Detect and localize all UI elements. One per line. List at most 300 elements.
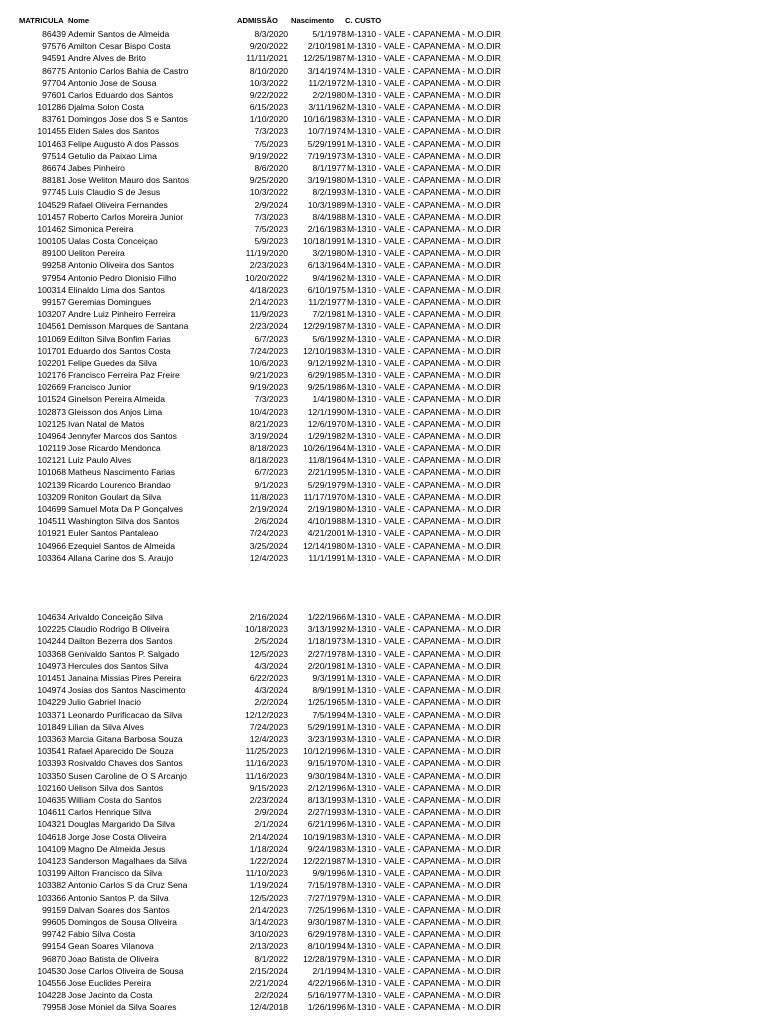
table-row	[0, 186, 768, 198]
table-row	[0, 162, 768, 174]
matricula-cell: 102139	[37, 479, 66, 490]
table-row	[0, 430, 768, 442]
nascimento-cell: 1/22/1966	[307, 612, 346, 622]
header-nome: Nome	[68, 16, 90, 25]
matricula-cell: 102201	[37, 357, 66, 368]
admissao-cell: 10/6/2023	[249, 357, 288, 368]
nome-cell: Julio Gabriel Inacio	[68, 697, 142, 708]
admissao-cell: 7/24/2023	[249, 345, 288, 356]
nome-cell: Ailton Francisco da Silva	[68, 868, 163, 879]
centro-custo-cell: M-1310 - VALE - CAPANEMA - M.O.DIR	[347, 990, 501, 1001]
nascimento-cell: 4/21/2001	[307, 528, 346, 539]
nome-cell: Allana Carine dos S. Araujo	[68, 552, 174, 563]
nome-cell: Rafael Aparecido De Souza	[68, 746, 174, 757]
table-row	[0, 515, 768, 527]
table-row	[0, 611, 768, 623]
centro-custo-cell: M-1310 - VALE - CAPANEMA - M.O.DIR	[347, 504, 501, 515]
matricula-cell: 103382	[37, 880, 66, 891]
admissao-cell: 12/4/2018	[249, 1002, 288, 1013]
admissao-cell: 9/20/2022	[249, 41, 288, 52]
centro-custo-cell: M-1310 - VALE - CAPANEMA - M.O.DIR	[347, 321, 501, 332]
matricula-cell: 101524	[37, 394, 66, 405]
nome-cell: Francisco Ferreira Paz Freire	[68, 370, 180, 381]
matricula-cell: 104964	[37, 430, 66, 441]
nascimento-cell: 7/2/1981	[312, 309, 346, 320]
nome-cell: Ricardo Lourenco Brandao	[68, 479, 171, 490]
matricula-cell: 101701	[37, 345, 66, 356]
nome-cell: Jabes Pinheiro	[68, 162, 125, 173]
admissao-cell: 2/5/2024	[254, 636, 288, 647]
admissao-cell: 12/5/2023	[249, 892, 288, 903]
matricula-cell: 101451	[37, 673, 66, 683]
nome-cell: Felipe Augusto A dos Passos	[68, 138, 179, 149]
admissao-cell: 8/18/2023	[249, 443, 288, 454]
admissao-cell: 7/5/2023	[254, 223, 288, 234]
centro-custo-cell: M-1310 - VALE - CAPANEMA - M.O.DIR	[347, 126, 501, 137]
admissao-cell: 5/9/2023	[254, 236, 288, 247]
matricula-cell: 96870	[42, 953, 66, 964]
admissao-cell: 3/10/2023	[249, 929, 288, 940]
admissao-cell: 8/10/2020	[249, 65, 288, 76]
admissao-cell: 1/19/2024	[249, 880, 288, 891]
nome-cell: Antonio Santos P. da Silva	[68, 892, 169, 903]
table-row	[0, 320, 768, 332]
table-row	[0, 479, 768, 491]
admissao-cell: 11/25/2023	[245, 746, 288, 757]
table-row	[0, 1001, 768, 1013]
table-row	[0, 635, 768, 647]
matricula-cell: 104229	[37, 697, 66, 708]
nome-cell: Geremias Domingues	[68, 296, 152, 307]
nome-cell: Rafael Oliveira Fernandes	[68, 199, 168, 210]
matricula-cell: 104699	[37, 504, 66, 515]
nome-cell: Jose Ricardo Mendonca	[68, 443, 161, 454]
table-row	[0, 989, 768, 1001]
nascimento-cell: 1/25/1965	[307, 697, 346, 708]
table-row	[0, 721, 768, 733]
table-row	[0, 733, 768, 745]
matricula-cell: 104635	[37, 795, 66, 805]
matricula-cell: 104966	[37, 540, 66, 551]
nascimento-cell: 2/19/1980	[307, 504, 346, 515]
nascimento-cell: 10/18/1991	[302, 236, 346, 247]
admissao-cell: 11/19/2020	[245, 248, 288, 259]
table-row	[0, 150, 768, 162]
nome-cell: Ezequiel Santos de Almeida	[68, 540, 176, 551]
matricula-cell: 102121	[37, 455, 66, 466]
centro-custo-cell: M-1310 - VALE - CAPANEMA - M.O.DIR	[347, 819, 501, 830]
nascimento-cell: 11/1/1991	[308, 552, 346, 563]
header-c-custo: C. CUSTO	[345, 16, 382, 25]
centro-custo-cell: M-1310 - VALE - CAPANEMA - M.O.DIR	[347, 697, 501, 708]
table-row	[0, 418, 768, 430]
matricula-cell: 99154	[42, 941, 66, 952]
matricula-cell: 102225	[37, 624, 66, 635]
nome-cell: Elinaldo Lima dos Santos	[68, 284, 165, 295]
matricula-cell: 89100	[42, 248, 66, 259]
nome-cell: Janaina Missias Pires Pereira	[68, 673, 182, 683]
centro-custo-cell: M-1310 - VALE - CAPANEMA - M.O.DIR	[347, 309, 501, 320]
nascimento-cell: 6/10/1975	[307, 284, 346, 295]
admissao-cell: 2/1/2024	[254, 819, 288, 830]
table-row	[0, 125, 768, 137]
centro-custo-cell: M-1310 - VALE - CAPANEMA - M.O.DIR	[347, 795, 501, 805]
nascimento-cell: 7/19/1973	[307, 150, 346, 161]
admissao-cell: 9/25/2020	[249, 175, 288, 186]
centro-custo-cell: M-1310 - VALE - CAPANEMA - M.O.DIR	[347, 150, 501, 161]
admissao-cell: 7/24/2023	[249, 528, 288, 539]
centro-custo-cell: M-1310 - VALE - CAPANEMA - M.O.DIR	[347, 248, 501, 259]
centro-custo-cell: M-1310 - VALE - CAPANEMA - M.O.DIR	[347, 868, 501, 879]
nome-cell: Lilian da Silva Alves	[68, 721, 144, 732]
centro-custo-cell: M-1310 - VALE - CAPANEMA - M.O.DIR	[347, 917, 501, 927]
nascimento-cell: 6/29/1978	[307, 929, 346, 940]
matricula-cell: 86775	[42, 65, 66, 76]
nome-cell: Jorge Jose Costa Oliveira	[68, 831, 167, 842]
admissao-cell: 2/2/2024	[254, 697, 288, 708]
admissao-cell: 2/2/2024	[254, 990, 288, 1001]
matricula-cell: 102125	[37, 418, 66, 429]
centro-custo-cell: M-1310 - VALE - CAPANEMA - M.O.DIR	[347, 102, 501, 113]
nome-cell: Leonardo Purificacao da Silva	[68, 709, 183, 720]
centro-custo-cell: M-1310 - VALE - CAPANEMA - M.O.DIR	[347, 430, 501, 441]
centro-custo-cell: M-1310 - VALE - CAPANEMA - M.O.DIR	[347, 941, 501, 952]
matricula-cell: 101286	[37, 102, 66, 113]
nascimento-cell: 2/12/1996	[307, 782, 346, 793]
centro-custo-cell: M-1310 - VALE - CAPANEMA - M.O.DIR	[347, 953, 501, 964]
table-header	[0, 15, 768, 27]
table-row	[0, 503, 768, 515]
nascimento-cell: 12/29/1987	[302, 321, 346, 332]
centro-custo-cell: M-1310 - VALE - CAPANEMA - M.O.DIR	[347, 660, 501, 671]
header-admissao: ADMISSÃO	[237, 16, 278, 25]
nascimento-cell: 10/7/1974	[307, 126, 346, 137]
nome-cell: Ademir Santos de Almeida	[68, 29, 170, 39]
table-row	[0, 818, 768, 830]
matricula-cell: 104618	[37, 831, 66, 842]
nome-cell: Gleisson dos Anjos Lima	[68, 406, 163, 417]
admissao-cell: 8/21/2023	[249, 418, 288, 429]
centro-custo-cell: M-1310 - VALE - CAPANEMA - M.O.DIR	[347, 162, 501, 173]
admissao-cell: 10/20/2022	[244, 272, 288, 283]
admissao-cell: 11/16/2023	[245, 770, 288, 781]
nascimento-cell: 12/28/1979	[302, 953, 346, 964]
centro-custo-cell: M-1310 - VALE - CAPANEMA - M.O.DIR	[347, 770, 501, 781]
nascimento-cell: 12/14/1980	[302, 540, 346, 551]
nascimento-cell: 12/22/1987	[302, 856, 346, 866]
nome-cell: Washington Silva dos Santos	[68, 516, 180, 527]
nascimento-cell: 9/30/1987	[307, 917, 346, 927]
nome-cell: Magno De Almeida Jesus	[68, 843, 166, 854]
admissao-cell: 2/23/2024	[249, 321, 288, 332]
nascimento-cell: 11/2/1972	[308, 77, 346, 88]
table-row	[0, 977, 768, 989]
matricula-cell: 99159	[42, 904, 66, 915]
centro-custo-cell: M-1310 - VALE - CAPANEMA - M.O.DIR	[347, 357, 501, 368]
nome-cell: Fabio Silva Costa	[68, 929, 136, 940]
nascimento-cell: 10/3/1989	[307, 199, 346, 210]
nome-cell: Felipe Guedes da Silva	[68, 357, 157, 368]
admissao-cell: 2/14/2023	[249, 904, 288, 915]
nome-cell: Antonio Oliveira dos Santos	[68, 260, 175, 271]
table-row	[0, 855, 768, 867]
nascimento-cell: 12/1/1990	[307, 406, 346, 417]
matricula-cell: 102119	[37, 443, 66, 454]
nome-cell: Luis Claudio S de Jesus	[68, 187, 161, 198]
nascimento-cell: 2/16/1983	[307, 223, 346, 234]
table-row	[0, 442, 768, 454]
matricula-cell: 104321	[37, 819, 66, 830]
admissao-cell: 2/6/2024	[254, 516, 288, 527]
nascimento-cell: 8/10/1994	[307, 941, 346, 952]
table-row	[0, 757, 768, 769]
admissao-cell: 11/8/2023	[250, 491, 288, 502]
centro-custo-cell: M-1310 - VALE - CAPANEMA - M.O.DIR	[347, 443, 501, 454]
table-row	[0, 284, 768, 296]
nascimento-cell: 8/2/1993	[312, 187, 346, 198]
table-row	[0, 491, 768, 503]
nome-cell: Eduardo dos Santos Costa	[68, 345, 171, 356]
admissao-cell: 2/23/2024	[249, 795, 288, 805]
matricula-cell: 97601	[42, 89, 66, 100]
nascimento-cell: 7/27/1979	[307, 892, 346, 903]
nome-cell: Hercules dos Santos Silva	[68, 660, 169, 671]
table-row	[0, 953, 768, 965]
matricula-cell: 103393	[37, 758, 66, 769]
matricula-cell: 97514	[42, 150, 66, 161]
centro-custo-cell: M-1310 - VALE - CAPANEMA - M.O.DIR	[347, 284, 501, 295]
centro-custo-cell: M-1310 - VALE - CAPANEMA - M.O.DIR	[347, 345, 501, 356]
matricula-cell: 97576	[42, 41, 66, 52]
admissao-cell: 1/10/2020	[249, 114, 288, 125]
table-row	[0, 648, 768, 660]
admissao-cell: 3/14/2023	[249, 917, 288, 927]
matricula-cell: 103350	[37, 770, 66, 781]
matricula-cell: 101462	[37, 223, 66, 234]
admissao-cell: 1/22/2024	[249, 856, 288, 866]
nascimento-cell: 12/25/1987	[302, 53, 346, 64]
table-row	[0, 660, 768, 672]
centro-custo-cell: M-1310 - VALE - CAPANEMA - M.O.DIR	[347, 114, 501, 125]
nascimento-cell: 11/8/1964	[308, 455, 346, 466]
nascimento-cell: 8/1/1977	[312, 162, 346, 173]
nascimento-cell: 11/2/1977	[308, 296, 346, 307]
admissao-cell: 3/19/2024	[249, 430, 288, 441]
table-row	[0, 940, 768, 952]
nome-cell: Samuel Mota Da P Gonçalves	[68, 504, 183, 515]
table-row	[0, 684, 768, 696]
centro-custo-cell: M-1310 - VALE - CAPANEMA - M.O.DIR	[347, 138, 501, 149]
matricula-cell: 103541	[37, 746, 66, 757]
nome-cell: Jennyfer Marcos dos Santos	[68, 430, 177, 441]
matricula-cell: 102176	[37, 370, 66, 381]
admissao-cell: 2/13/2023	[249, 941, 288, 952]
nome-cell: Euler Santos Pantaleao	[68, 528, 159, 539]
admissao-cell: 3/25/2024	[249, 540, 288, 551]
admissao-cell: 12/4/2023	[249, 552, 288, 563]
nascimento-cell: 3/2/1980	[312, 248, 346, 259]
matricula-cell: 99157	[42, 296, 66, 307]
nascimento-cell: 5/16/1977	[307, 990, 346, 1001]
centro-custo-cell: M-1310 - VALE - CAPANEMA - M.O.DIR	[347, 41, 501, 52]
table-row	[0, 879, 768, 891]
table-row	[0, 867, 768, 879]
table-row	[0, 381, 768, 393]
nome-cell: Sanderson Magalhaes da Silva	[68, 856, 187, 866]
table-row	[0, 770, 768, 782]
matricula-cell: 103363	[37, 734, 66, 744]
centro-custo-cell: M-1310 - VALE - CAPANEMA - M.O.DIR	[347, 648, 501, 659]
nascimento-cell: 4/10/1988	[307, 516, 346, 527]
matricula-cell: 101068	[37, 467, 66, 478]
matricula-cell: 104634	[37, 612, 66, 622]
nascimento-cell: 2/20/1981	[307, 660, 346, 671]
centro-custo-cell: M-1310 - VALE - CAPANEMA - M.O.DIR	[347, 528, 501, 539]
admissao-cell: 8/18/2023	[249, 455, 288, 466]
admissao-cell: 9/21/2023	[249, 370, 288, 381]
table-row	[0, 928, 768, 940]
admissao-cell: 10/18/2023	[244, 624, 288, 635]
matricula-cell: 86674	[42, 162, 66, 173]
matricula-cell: 103199	[37, 868, 66, 879]
nome-cell: Antonio Carlos Bahia de Castro	[68, 65, 189, 76]
centro-custo-cell: M-1310 - VALE - CAPANEMA - M.O.DIR	[347, 491, 501, 502]
nascimento-cell: 5/1/1978	[312, 29, 346, 39]
nome-cell: Gean Soares Vilanova	[68, 941, 154, 952]
nome-cell: Domingos de Sousa Oliveira	[68, 917, 177, 927]
nome-cell: Getulio da Paixao Lima	[68, 150, 157, 161]
table-row	[0, 672, 768, 684]
matricula-cell: 104561	[37, 321, 66, 332]
centro-custo-cell: M-1310 - VALE - CAPANEMA - M.O.DIR	[347, 709, 501, 720]
nascimento-cell: 9/3/1991	[312, 673, 346, 683]
matricula-cell: 88181	[42, 175, 66, 186]
centro-custo-cell: M-1310 - VALE - CAPANEMA - M.O.DIR	[347, 211, 501, 222]
matricula-cell: 101921	[37, 528, 66, 539]
table-row	[0, 843, 768, 855]
centro-custo-cell: M-1310 - VALE - CAPANEMA - M.O.DIR	[347, 236, 501, 247]
admissao-cell: 1/18/2024	[249, 843, 288, 854]
matricula-cell: 104556	[37, 978, 66, 988]
nascimento-cell: 3/11/1962	[308, 102, 346, 113]
admissao-cell: 12/4/2023	[249, 734, 288, 744]
centro-custo-cell: M-1310 - VALE - CAPANEMA - M.O.DIR	[347, 223, 501, 234]
centro-custo-cell: M-1310 - VALE - CAPANEMA - M.O.DIR	[347, 636, 501, 647]
nascimento-cell: 6/21/1996	[307, 819, 346, 830]
table-row	[0, 333, 768, 345]
nascimento-cell: 9/4/1962	[312, 272, 346, 283]
centro-custo-cell: M-1310 - VALE - CAPANEMA - M.O.DIR	[347, 746, 501, 757]
centro-custo-cell: M-1310 - VALE - CAPANEMA - M.O.DIR	[347, 892, 501, 903]
centro-custo-cell: M-1310 - VALE - CAPANEMA - M.O.DIR	[347, 978, 501, 988]
matricula-cell: 97704	[42, 77, 66, 88]
centro-custo-cell: M-1310 - VALE - CAPANEMA - M.O.DIR	[347, 77, 501, 88]
matricula-cell: 101457	[37, 211, 66, 222]
nascimento-cell: 2/1/1994	[312, 965, 346, 976]
nascimento-cell: 9/24/1983	[307, 843, 346, 854]
admissao-cell: 8/3/2020	[254, 29, 288, 39]
admissao-cell: 8/1/2022	[254, 953, 288, 964]
table-row	[0, 782, 768, 794]
centro-custo-cell: M-1310 - VALE - CAPANEMA - M.O.DIR	[347, 929, 501, 940]
nome-cell: Rosivaldo Chaves dos Santos	[68, 758, 183, 769]
nascimento-cell: 1/26/1996	[307, 1002, 346, 1013]
admissao-cell: 6/7/2023	[254, 333, 288, 344]
nome-cell: Jose Jacinto da Costa	[68, 990, 153, 1001]
matricula-cell: 104228	[37, 990, 66, 1001]
nome-cell: Claudio Rodrigo B Oliveira	[68, 624, 170, 635]
table-row	[0, 77, 768, 89]
nascimento-cell: 2/10/1981	[307, 41, 346, 52]
admissao-cell: 10/3/2022	[249, 187, 288, 198]
nascimento-cell: 5/29/1991	[307, 138, 346, 149]
admissao-cell: 2/9/2024	[254, 199, 288, 210]
nome-cell: Uelison Silva dos Santos	[68, 782, 164, 793]
admissao-cell: 11/9/2023	[250, 309, 288, 320]
nome-cell: Luiz Paulo Alves	[68, 455, 132, 466]
table-row	[0, 892, 768, 904]
nome-cell: Amilton Cesar Bispo Costa	[68, 41, 171, 52]
centro-custo-cell: M-1310 - VALE - CAPANEMA - M.O.DIR	[347, 370, 501, 381]
table-row	[0, 259, 768, 271]
centro-custo-cell: M-1310 - VALE - CAPANEMA - M.O.DIR	[347, 89, 501, 100]
matricula-cell: 102873	[37, 406, 66, 417]
centro-custo-cell: M-1310 - VALE - CAPANEMA - M.O.DIR	[347, 540, 501, 551]
centro-custo-cell: M-1310 - VALE - CAPANEMA - M.O.DIR	[347, 721, 501, 732]
table-row	[0, 247, 768, 259]
admissao-cell: 7/3/2023	[254, 394, 288, 405]
nome-cell: Jose Moniel da Silva Soares	[68, 1002, 177, 1013]
admissao-cell: 12/12/2023	[244, 709, 288, 720]
centro-custo-cell: M-1310 - VALE - CAPANEMA - M.O.DIR	[347, 843, 501, 854]
table-row	[0, 540, 768, 552]
nascimento-cell: 8/9/1991	[312, 685, 346, 696]
table-row	[0, 454, 768, 466]
nascimento-cell: 12/10/1983	[302, 345, 346, 356]
centro-custo-cell: M-1310 - VALE - CAPANEMA - M.O.DIR	[347, 333, 501, 344]
matricula-cell: 101455	[37, 126, 66, 137]
matricula-cell: 99742	[42, 929, 66, 940]
centro-custo-cell: M-1310 - VALE - CAPANEMA - M.O.DIR	[347, 516, 501, 527]
admissao-cell: 11/16/2023	[245, 758, 288, 769]
nascimento-cell: 9/25/1986	[307, 382, 346, 393]
admissao-cell: 9/22/2022	[249, 89, 288, 100]
admissao-cell: 8/6/2020	[254, 162, 288, 173]
admissao-cell: 4/18/2023	[249, 284, 288, 295]
admissao-cell: 11/11/2021	[246, 53, 288, 64]
admissao-cell: 10/4/2023	[249, 406, 288, 417]
centro-custo-cell: M-1310 - VALE - CAPANEMA - M.O.DIR	[347, 880, 501, 891]
table-row	[0, 916, 768, 928]
nascimento-cell: 2/27/1993	[307, 807, 346, 818]
nascimento-cell: 3/13/1992	[307, 624, 346, 635]
table-row	[0, 696, 768, 708]
table-row	[0, 904, 768, 916]
nascimento-cell: 7/25/1996	[307, 904, 346, 915]
nascimento-cell: 3/23/1993	[307, 734, 346, 744]
matricula-cell: 99605	[42, 917, 66, 927]
matricula-cell: 104244	[37, 636, 66, 647]
nome-cell: Carlos Henrique Silva	[68, 807, 152, 818]
admissao-cell: 2/16/2024	[249, 612, 288, 622]
matricula-cell: 102160	[37, 782, 66, 793]
table-row	[0, 28, 768, 40]
nascimento-cell: 5/6/1992	[312, 333, 346, 344]
admissao-cell: 2/14/2023	[249, 296, 288, 307]
matricula-cell: 104123	[37, 856, 66, 866]
table-row	[0, 806, 768, 818]
centro-custo-cell: M-1310 - VALE - CAPANEMA - M.O.DIR	[347, 272, 501, 283]
